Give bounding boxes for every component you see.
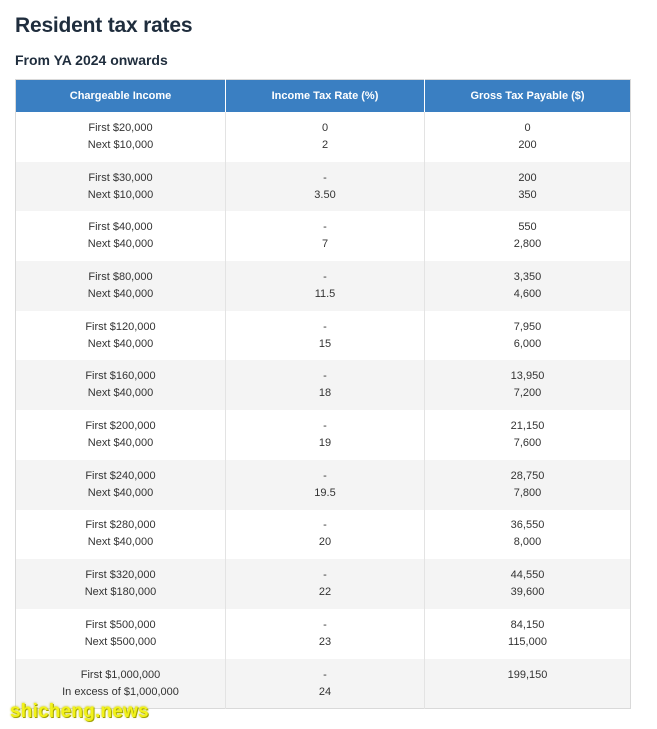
payable-cell — [425, 510, 631, 560]
rate-cell — [226, 211, 425, 261]
payable-cell — [425, 162, 631, 212]
income-cell-line: First $20,000 — [88, 121, 153, 134]
income-cell-line: Next $40,000 — [87, 536, 154, 549]
payable-cell-line: 7,200 — [513, 387, 542, 400]
rate-cell-line: - — [323, 370, 327, 383]
payable-cell-line: 7,800 — [513, 486, 542, 499]
payable-cell-line: 21,150 — [510, 419, 545, 432]
income-cell-line: First $500,000 — [85, 618, 156, 631]
payable-cell-line: 4,600 — [513, 287, 542, 300]
income-cell — [16, 112, 226, 162]
payable-cell — [425, 261, 631, 311]
payable-cell — [425, 659, 631, 709]
payable-cell-line: 13,950 — [510, 370, 545, 383]
payable-cell-line: 0 — [524, 121, 531, 134]
income-cell-line: First $120,000 — [85, 320, 156, 333]
income-cell-line: Next $40,000 — [87, 238, 154, 251]
income-cell — [16, 460, 226, 510]
payable-cell — [425, 609, 631, 659]
payable-cell-line: 200 — [518, 171, 537, 184]
income-cell — [16, 410, 226, 460]
income-cell-line: First $30,000 — [88, 171, 153, 184]
rate-cell-line: 19.5 — [314, 486, 336, 499]
rate-cell-line: - — [323, 569, 327, 582]
income-cell — [16, 261, 226, 311]
income-cell-line: Next $40,000 — [87, 287, 154, 300]
header-gross-tax-payable: Gross Tax Payable ($) — [425, 80, 631, 113]
table-header-row — [16, 80, 631, 113]
rate-cell-line: - — [323, 270, 327, 283]
rate-cell-line: - — [323, 419, 327, 432]
rate-cell — [226, 360, 425, 410]
income-cell-line: First $200,000 — [85, 419, 156, 432]
payable-cell — [425, 360, 631, 410]
rate-cell-line: - — [323, 171, 327, 184]
rate-cell-line: 2 — [321, 138, 329, 151]
income-cell — [16, 311, 226, 361]
payable-cell-line: 199,150 — [507, 668, 548, 681]
rate-cell — [226, 311, 425, 361]
rate-cell — [226, 559, 425, 609]
payable-cell — [425, 112, 631, 162]
rate-cell — [226, 609, 425, 659]
income-cell-line: In excess of $1,000,000 — [62, 685, 179, 698]
payable-cell — [425, 559, 631, 609]
payable-cell-line: 28,750 — [510, 469, 545, 482]
table-row — [16, 162, 631, 212]
income-cell-line: Next $40,000 — [87, 436, 154, 449]
page-subtitle: From YA 2024 onwards — [15, 52, 168, 68]
payable-cell — [425, 410, 631, 460]
page-title: Resident tax rates — [15, 14, 193, 37]
tax-rates-table — [15, 79, 631, 709]
payable-cell-line: 3,350 — [513, 270, 542, 283]
payable-cell-line: 36,550 — [510, 519, 545, 532]
income-cell-line: Next $40,000 — [87, 387, 154, 400]
payable-cell-line: 8,000 — [513, 536, 542, 549]
income-cell-line: First $40,000 — [88, 221, 153, 234]
payable-cell-line: 115,000 — [508, 635, 547, 648]
income-cell-line: First $320,000 — [85, 569, 156, 582]
watermark: shicheng.news — [10, 701, 149, 722]
payable-cell-line: 44,550 — [510, 569, 545, 582]
income-cell-line: First $240,000 — [85, 469, 156, 482]
rate-cell-line: 18 — [318, 387, 332, 400]
rate-cell-line: 11.5 — [314, 287, 336, 300]
rate-cell — [226, 659, 425, 709]
rate-cell-line: 20 — [318, 536, 332, 549]
table-row — [16, 559, 631, 609]
header-income-tax-rate: Income Tax Rate (%) — [226, 80, 425, 113]
rate-cell — [226, 261, 425, 311]
rate-cell-line: 22 — [318, 586, 332, 599]
payable-cell-line: 350 — [518, 188, 537, 201]
rate-cell — [226, 510, 425, 560]
income-cell — [16, 360, 226, 410]
income-cell-line: First $80,000 — [88, 270, 153, 283]
rate-cell — [226, 162, 425, 212]
payable-cell-line: 550 — [518, 221, 537, 234]
rate-cell-line: - — [323, 519, 327, 532]
rate-cell — [226, 410, 425, 460]
rate-cell-line: - — [323, 469, 327, 482]
rate-cell-line: 7 — [321, 238, 329, 251]
header-chargeable-income: Chargeable Income — [16, 80, 226, 113]
rate-cell-line: 19 — [318, 436, 332, 449]
payable-cell-line: 84,150 — [510, 618, 545, 631]
income-cell-line: Next $40,000 — [87, 486, 154, 499]
rate-cell-line: 3.50 — [314, 188, 336, 201]
table-row — [16, 211, 631, 261]
income-cell — [16, 162, 226, 212]
payable-cell-line: 2,800 — [513, 238, 542, 251]
payable-cell-line: 200 — [518, 138, 537, 151]
rate-cell-line: - — [323, 668, 327, 681]
income-cell-line: Next $500,000 — [84, 635, 157, 648]
table-row — [16, 360, 631, 410]
table-row — [16, 410, 631, 460]
income-cell — [16, 559, 226, 609]
income-cell — [16, 211, 226, 261]
table-row — [16, 112, 631, 162]
payable-cell — [425, 211, 631, 261]
rate-cell-line: 24 — [318, 685, 332, 698]
income-cell-line: Next $10,000 — [87, 188, 154, 201]
income-cell-line: First $1,000,000 — [80, 668, 161, 681]
rate-cell-line: - — [323, 320, 327, 333]
table-row — [16, 510, 631, 560]
table-row — [16, 311, 631, 361]
payable-cell-line: 7,600 — [513, 436, 542, 449]
income-cell-line: First $280,000 — [85, 519, 156, 532]
table-row — [16, 609, 631, 659]
rate-cell-line: - — [323, 221, 327, 234]
income-cell-line: Next $180,000 — [84, 586, 157, 599]
table-body — [16, 112, 631, 709]
rate-cell — [226, 112, 425, 162]
income-cell-line: Next $10,000 — [87, 138, 154, 151]
payable-cell-line: 39,600 — [510, 586, 545, 599]
payable-cell-line: 7,950 — [513, 320, 542, 333]
rate-cell-line: - — [323, 618, 327, 631]
income-cell — [16, 510, 226, 560]
table-row — [16, 261, 631, 311]
payable-cell-line: 6,000 — [513, 337, 542, 350]
table-row — [16, 460, 631, 510]
payable-cell — [425, 311, 631, 361]
income-cell — [16, 609, 226, 659]
rate-cell — [226, 460, 425, 510]
rate-cell-line: 15 — [318, 337, 332, 350]
rate-cell-line: 23 — [318, 635, 332, 648]
rate-cell-line: 0 — [321, 121, 329, 134]
income-cell-line: First $160,000 — [85, 370, 156, 383]
income-cell-line: Next $40,000 — [87, 337, 154, 350]
payable-cell — [425, 460, 631, 510]
